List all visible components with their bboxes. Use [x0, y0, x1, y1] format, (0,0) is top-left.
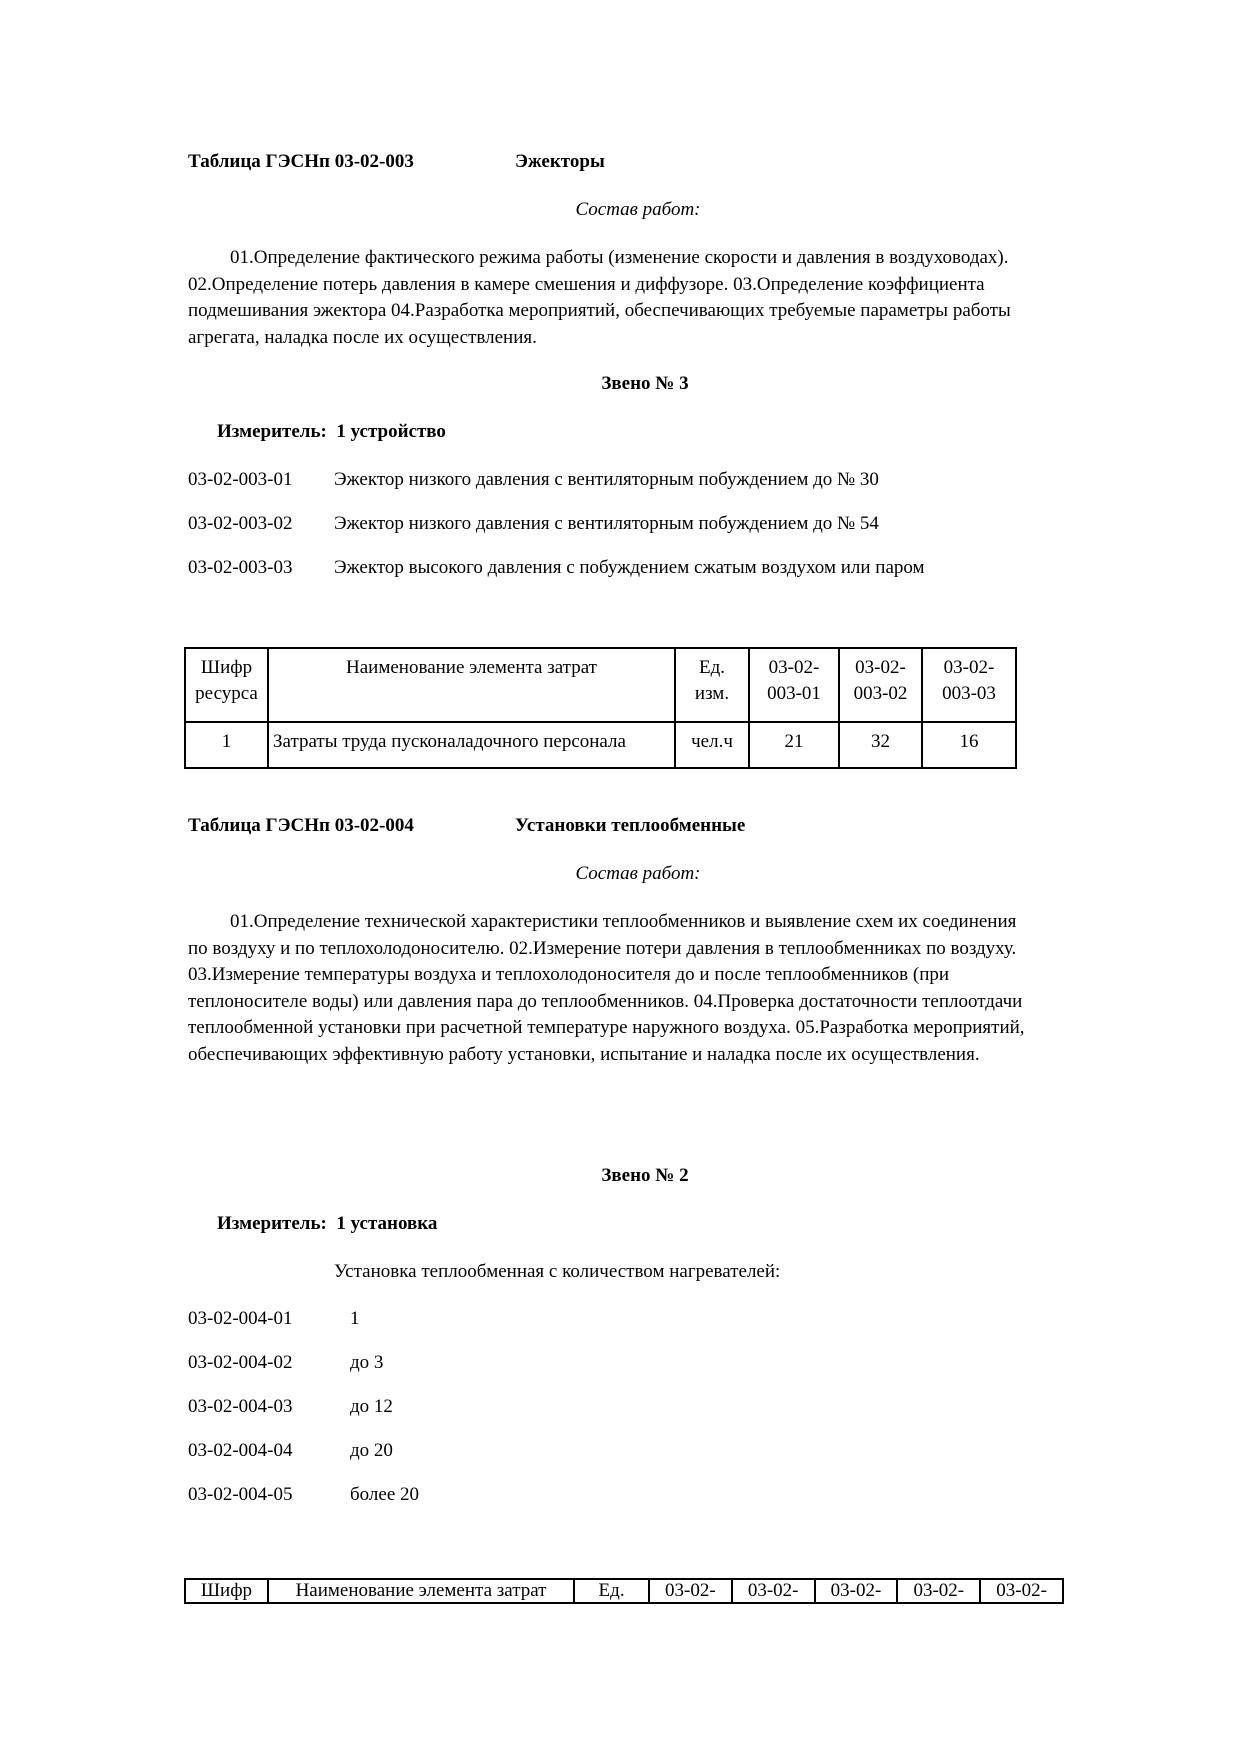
header-cell: 03-02-003-02 [839, 648, 922, 722]
resource-table [184, 647, 1017, 769]
table-row [185, 722, 1016, 768]
works-heading: Состав работ: [575, 199, 701, 220]
list-item-name: более 20 [350, 1484, 420, 1505]
list-item-name: Эжектор низкого давления с вентиляторным побуждением до № 54 [334, 513, 879, 534]
crew-label: Звено № 2 [601, 1165, 689, 1186]
list-item-code: 03-02-004-01 [188, 1308, 293, 1329]
header-cell: 03-02- [897, 1579, 980, 1603]
list-item-code: 03-02-004-05 [188, 1484, 293, 1505]
list-item-name: до 20 [350, 1440, 393, 1461]
list-item-code: 03-02-004-03 [188, 1396, 293, 1417]
header-cell: 03-02- [732, 1579, 815, 1603]
list-item-name: Эжектор низкого давления с вентиляторным побуждением до № 30 [334, 469, 879, 490]
table-cell: 1 [185, 722, 268, 768]
table-cell: Затраты труда пусконаладочного персонала [268, 722, 675, 768]
table-cell: 32 [839, 722, 922, 768]
crew-label: Звено № 3 [601, 373, 689, 394]
list-item-code: 03-02-003-02 [188, 513, 293, 534]
works-text: 01.Определение технической характеристики теплообменников и выявление схем их соединения по воздуху и по теплохолодоносителю. 02.Измерение потери давления в теплообменниках по воздуху. 03.Измерение температуры воздуха и теплохолодоносителя до и после теплообменников (при теплоносителе воды) или давления пара до теплообменников. 04.Проверка достаточности теплоотдачи теплообменной установки при расчетной температуре наружного воздуха. 05.Разработка мероприятий, обеспечивающих эффективную работу установки, испытание и наладка после их осуществления. [188, 911, 1025, 1065]
header-cell: 03-02- [649, 1579, 732, 1603]
works-text: 01.Определение фактического режима работы (изменение скорости и давления в воздуховодах). 02.Определение потерь давления в камере смешения и диффузоре. 03.Определение коэффициента подмешивания эжектора 04.Разработка мероприятий, обеспечивающих требуемые параметры работы агрегата, наладка после их осуществления. [188, 247, 1011, 348]
meter-label: Измеритель: 1 установка [217, 1213, 438, 1234]
list-item-code: 03-02-004-04 [188, 1440, 293, 1461]
list-item-name: до 12 [350, 1396, 393, 1417]
table-label: Таблица ГЭСНп 03-02-004 [188, 815, 414, 836]
meter-label: Измеритель: 1 устройство [217, 421, 446, 442]
table-label: Таблица ГЭСНп 03-02-003 [188, 151, 414, 172]
table-cell: 16 [922, 722, 1016, 768]
list-item-code: 03-02-003-03 [188, 557, 293, 578]
list-item-code: 03-02-004-02 [188, 1352, 293, 1373]
header-cell: Наименование элемента затрат [268, 1579, 574, 1603]
header-cell: Ед. [574, 1579, 649, 1603]
table-cell: чел.ч [675, 722, 749, 768]
works-heading: Состав работ: [575, 863, 701, 884]
header-cell: Шифр ресурса [185, 648, 268, 722]
section-title: Установки теплообменные [515, 815, 746, 836]
list-item-name: Эжектор высокого давления с побуждением сжатым воздухом или паром [334, 557, 925, 578]
header-cell: 03-02- [815, 1579, 898, 1603]
header-cell: 03-02- [980, 1579, 1063, 1603]
header-cell: 03-02-003-01 [749, 648, 839, 722]
list-item-name: 1 [350, 1308, 360, 1329]
resource-table [184, 1578, 1064, 1604]
section-title: Эжекторы [515, 151, 605, 172]
group-heading: Установка теплообменная с количеством нагревателей: [334, 1261, 781, 1282]
header-cell: 03-02-003-03 [922, 648, 1016, 722]
list-item-code: 03-02-003-01 [188, 469, 293, 490]
header-cell: Наименование элемента затрат [268, 648, 675, 722]
table-cell: 21 [749, 722, 839, 768]
table-header-row [185, 1579, 1063, 1603]
list-item-name: до 3 [350, 1352, 384, 1373]
table-header-row [185, 648, 1016, 722]
header-cell: Шифр [185, 1579, 268, 1603]
header-cell: Ед. изм. [675, 648, 749, 722]
